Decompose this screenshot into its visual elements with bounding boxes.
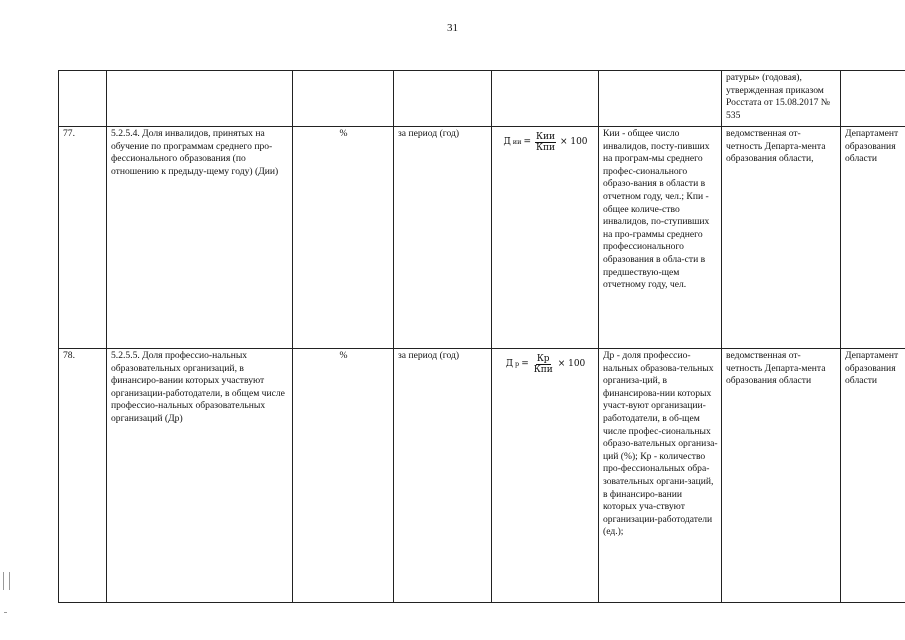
cell-formula — [492, 127, 599, 349]
cell-responsible: Департамент образования области — [841, 127, 905, 349]
cell-responsible: Департамент образования области — [841, 349, 905, 603]
cell-source: ведомственная от-четность Департа-мента образования области — [722, 349, 841, 603]
cell-formula — [492, 71, 599, 127]
cell-num — [59, 71, 107, 127]
formula-fraction — [535, 132, 556, 153]
cell-period: за период (год) — [394, 349, 492, 603]
formula — [496, 350, 595, 375]
formula-fraction — [533, 354, 554, 375]
formula — [496, 128, 595, 153]
table-row-continuation — [59, 71, 905, 127]
margin-mark — [3, 572, 10, 590]
cell-description: Кии - общее число инвалидов, посту-пивших на програм-мы среднего профес-сионального образо-вания в области в отчетном году, чел.; Кпи - общее количе-ство инвалидов, по-ступивших на про-граммы среднего профессионального образования в обла-сти в предшествую-щем отчетному году, чел. — [599, 127, 722, 349]
formula-lhs: Д — [503, 137, 511, 148]
formula-lhs: Д — [505, 359, 514, 370]
formula-lhs-sub: ии — [512, 138, 522, 147]
margin-dot — [4, 612, 7, 613]
cell-description — [599, 71, 722, 127]
table-row — [59, 349, 905, 603]
cell-period: за период (год) — [394, 127, 492, 349]
formula-multiplier: × 100 — [559, 137, 588, 148]
indicators-table — [58, 70, 905, 603]
cell-name — [107, 71, 293, 127]
cell-formula — [492, 349, 599, 603]
cell-source: ратуры» (годовая), утвержденная приказом Росстата от 15.08.2017 № 535 — [722, 71, 841, 127]
cell-responsible — [841, 71, 905, 127]
cell-period — [394, 71, 492, 127]
equals-sign: = — [523, 137, 531, 148]
table-row — [59, 127, 905, 349]
cell-name: 5.2.5.4. Доля инвалидов, принятых на обучение по программам среднего про-фессионального образования (по отношению к предыду-щему году) (Дии) — [107, 127, 293, 349]
cell-name: 5.2.5.5. Доля профессио-нальных образовательных организаций, в финансиро-вании которых участвуют организации-работодатели, в общем числе профессио-нальных образовательных организаций (Др) — [107, 349, 293, 603]
formula-numerator: Кр — [536, 354, 550, 364]
cell-description: Др - доля профессио-нальных образова-тельных организа-ций, в финансирова-нии которых участ-вуют организации-работодатели, в об-щем числе профес-сиональных образо-вательных организа-ций (%); Кр - количество про-фессиональных обра-зовательных органи-заций, в финансиро-вании которых уча-ствуют организации-работодатели (ед.); — [599, 349, 722, 603]
cell-num: 78. — [59, 349, 107, 603]
cell-num: 77. — [59, 127, 107, 349]
page-number: 31 — [447, 22, 458, 34]
formula-multiplier: × 100 — [557, 359, 586, 370]
cell-unit: % — [293, 349, 394, 603]
cell-unit — [293, 71, 394, 127]
formula-numerator: Кии — [535, 132, 555, 142]
formula-lhs-sub: р — [515, 360, 520, 369]
equals-sign: = — [521, 359, 529, 370]
formula-denominator: Кпи — [535, 143, 555, 153]
formula-denominator: Кпи — [533, 365, 553, 375]
cell-source: ведомственная от-четность Департа-мента образования области, — [722, 127, 841, 349]
cell-unit: % — [293, 127, 394, 349]
